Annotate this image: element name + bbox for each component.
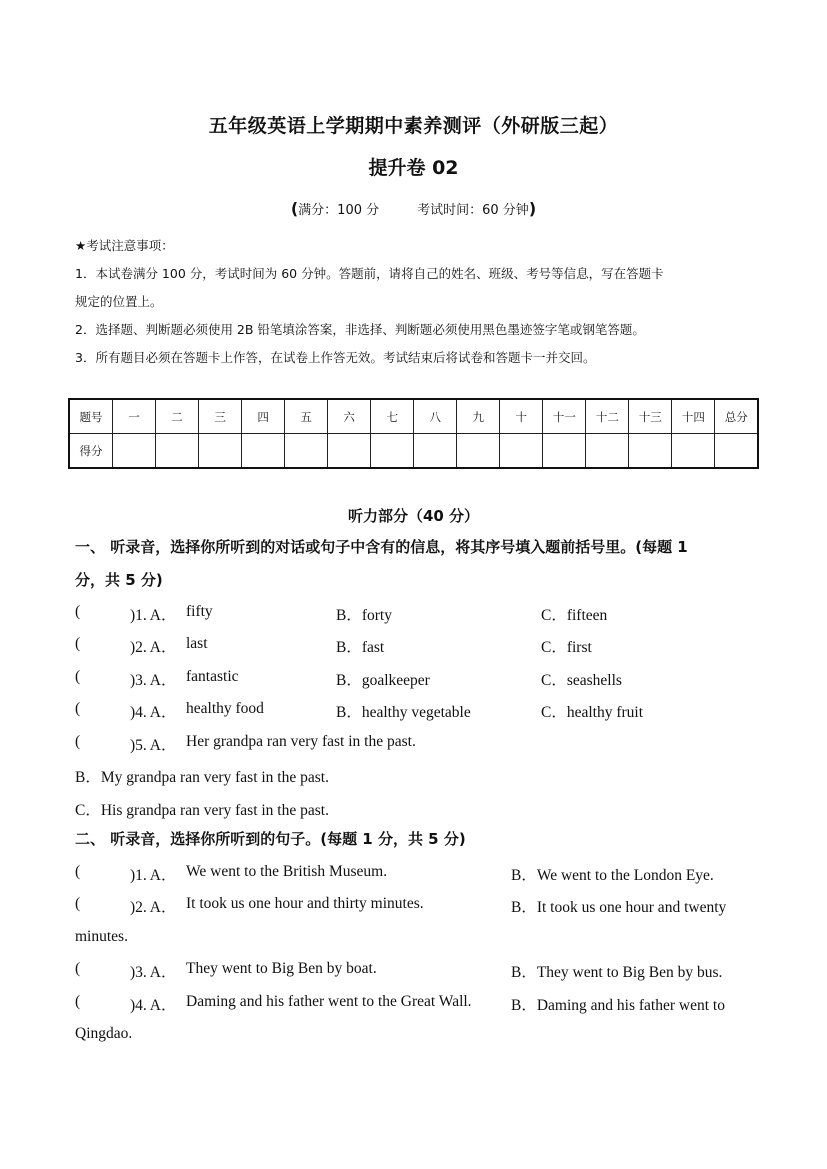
col-header: 二 [156,399,199,434]
part2-question-2-cont [75,928,755,952]
score-cell[interactable] [543,434,586,469]
score-cell[interactable] [414,434,457,469]
meta-close-paren: ) [528,199,537,218]
col-header: 十一 [543,399,586,434]
col-header: 十三 [629,399,672,434]
option-a: We went to the British Museum. [186,863,388,880]
exam-notice [75,232,755,372]
exam-subtitle: 提升卷 02 [368,157,459,179]
question-number: )2. A． [130,899,177,916]
full-score: 满分：100 分 [298,203,380,218]
notice-item-3: 3．所有题目必须在答题卡上作答，在试卷上作答无效。考试结束后将试卷和答题卡一并交回。 [75,350,596,365]
answer-blank[interactable]: ( [75,733,81,750]
score-cell[interactable] [672,434,715,469]
answer-blank[interactable]: ( [75,863,81,880]
part2-heading: 二、 听录音，选择你所听到的句子。(每题 1 分，共 5 分) [75,830,466,848]
part2-question-4 [75,993,755,1017]
option-b-continued: Qingdao. [75,1025,133,1042]
col-header: 四 [242,399,285,434]
score-cell-total[interactable] [715,434,758,469]
notice-item-2: 2．选择题、判断题必须使用 2B 铅笔填涂答案，非选择、判断题必须使用黑色墨迹签字笔或钢笔答题。 [75,322,645,337]
part1-question-3 [75,668,755,692]
col-header: 八 [414,399,457,434]
part1-heading-line2: 分，共 5 分) [75,571,163,589]
option-a: last [186,635,208,652]
option-a: They went to Big Ben by boat. [186,960,377,977]
score-cell[interactable] [457,434,500,469]
notice-item-1-cont: 规定的位置上。 [75,294,163,309]
option-b: B．fast [336,639,385,656]
answer-blank[interactable]: ( [75,993,81,1010]
col-header: 一 [113,399,156,434]
option-b: B．forty [336,607,392,624]
notice-heading: ★考试注意事项： [75,238,174,253]
notice-item-1: 1．本试卷满分 100 分，考试时间为 60 分钟。答题前，请将自己的姓名、班级、考号等信息，写在答题卡 [75,266,664,281]
listening-section-title: 听力部分（40 分） [347,507,480,525]
col-header: 五 [285,399,328,434]
question-number: )3. A． [130,672,177,689]
option-c: C．first [541,639,592,656]
option-a: Her grandpa ran very fast in the past. [186,733,416,750]
option-b: B．Daming and his father went to [511,997,725,1014]
answer-blank[interactable]: ( [75,635,81,652]
question-number: )4. A． [130,704,177,721]
score-table-score-row [69,434,758,469]
option-b: B．It took us one hour and twenty [511,899,727,916]
score-cell[interactable] [328,434,371,469]
meta-open-paren: ( [290,199,299,218]
option-c: C．healthy fruit [541,704,644,721]
option-a: healthy food [186,700,264,717]
option-a: It took us one hour and thirty minutes. [186,895,424,912]
score-cell[interactable] [586,434,629,469]
option-b: B．They went to Big Ben by bus. [511,964,723,981]
option-a: fantastic [186,668,239,685]
col-header: 七 [371,399,414,434]
option-b: B．goalkeeper [336,672,430,689]
score-cell[interactable] [285,434,328,469]
score-cell[interactable] [156,434,199,469]
score-cell[interactable] [113,434,156,469]
row-label-question-no: 题号 [69,399,113,434]
part1-question-4 [75,700,755,724]
option-b: B．We went to the London Eye. [511,867,714,884]
part2-question-3 [75,960,755,984]
question-number: )1. A． [130,607,177,624]
part2-question-4-cont [75,1025,755,1049]
answer-blank[interactable]: ( [75,960,81,977]
col-header: 十四 [672,399,715,434]
score-cell[interactable] [629,434,672,469]
exam-time: 考试时间：60 分钟 [417,203,529,218]
option-a: fifty [186,603,213,620]
part1-question-5 [75,733,755,757]
col-header: 十二 [586,399,629,434]
exam-meta [0,199,827,218]
question-number: )1. A． [130,867,177,884]
question-number: )5. A． [130,737,177,754]
answer-blank[interactable]: ( [75,700,81,717]
option-a: Daming and his father went to the Great Wall. [186,993,472,1010]
option-c: C．fifteen [541,607,608,624]
option-b: B．healthy vegetable [336,704,471,721]
part2-question-2 [75,895,755,919]
question-number: )3. A． [130,964,177,981]
row-label-score: 得分 [69,434,113,469]
col-header: 九 [457,399,500,434]
answer-blank[interactable]: ( [75,603,81,620]
answer-blank[interactable]: ( [75,668,81,685]
part1-heading-line1: 一、 听录音，选择你所听到的对话或句子中含有的信息，将其序号填入题前括号里。(每题 1 [75,538,688,556]
score-cell[interactable] [242,434,285,469]
exam-title: 五年级英语上学期期中素养测评（外研版三起） [208,115,619,137]
score-cell[interactable] [371,434,414,469]
col-header: 六 [328,399,371,434]
score-cell[interactable] [500,434,543,469]
option-b: B．My grandpa ran very fast in the past. [75,769,329,786]
part2-question-1 [75,863,755,887]
score-cell[interactable] [199,434,242,469]
question-number: )2. A． [130,639,177,656]
score-table-header-row [69,399,758,434]
option-b-continued: minutes. [75,928,128,945]
question-number: )4. A． [130,997,177,1014]
col-header: 十 [500,399,543,434]
part1-heading [75,531,755,597]
part1-question-5-option-c [75,798,755,822]
option-c: C．His grandpa ran very fast in the past. [75,802,329,819]
option-c: C．seashells [541,672,622,689]
col-header: 三 [199,399,242,434]
answer-blank[interactable]: ( [75,895,81,912]
score-table [68,398,759,469]
part1-question-2 [75,635,755,659]
col-header-total: 总分 [715,399,758,434]
part1-question-5-option-b [75,765,755,789]
part1-question-1 [75,603,755,627]
